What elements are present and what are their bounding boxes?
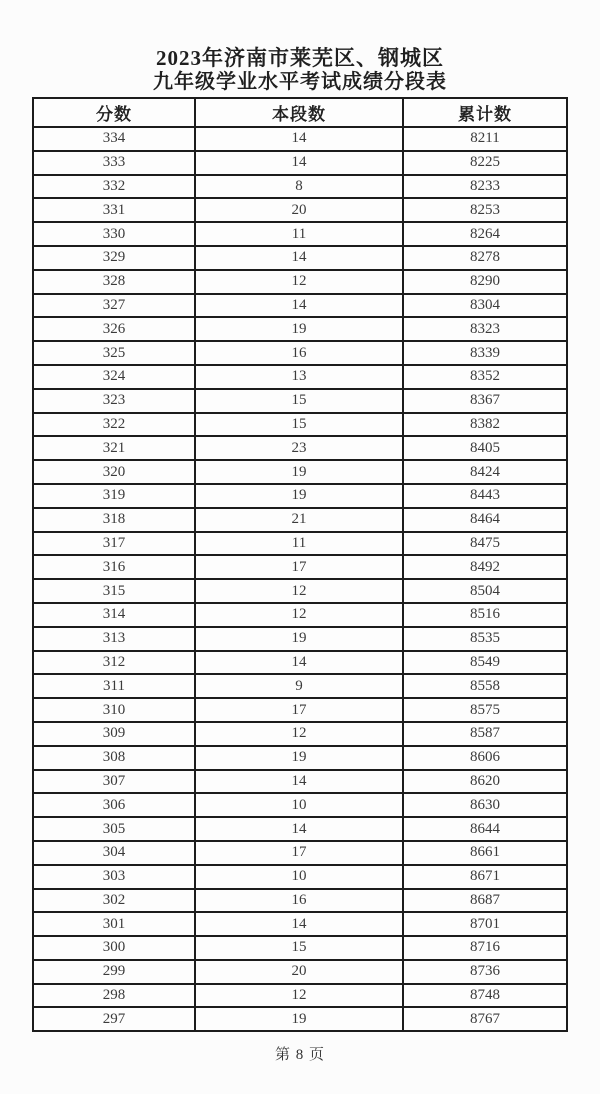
table-row [33, 198, 567, 222]
cell-segment-count: 16 [195, 889, 403, 913]
table-row [33, 746, 567, 770]
table-row [33, 151, 567, 175]
table-row [33, 317, 567, 341]
table-row [33, 294, 567, 318]
cell-segment-count: 13 [195, 365, 403, 389]
cell-score: 331 [33, 198, 195, 222]
table-row [33, 674, 567, 698]
table-row [33, 651, 567, 675]
cell-score: 330 [33, 222, 195, 246]
cell-cumulative-count: 8367 [403, 389, 567, 413]
cell-segment-count: 14 [195, 912, 403, 936]
cell-cumulative-count: 8339 [403, 341, 567, 365]
cell-segment-count: 15 [195, 389, 403, 413]
table-row [33, 603, 567, 627]
cell-score: 322 [33, 413, 195, 437]
cell-cumulative-count: 8424 [403, 460, 567, 484]
table-row [33, 960, 567, 984]
cell-score: 328 [33, 270, 195, 294]
cell-segment-count: 20 [195, 960, 403, 984]
cell-segment-count: 8 [195, 175, 403, 199]
cell-cumulative-count: 8323 [403, 317, 567, 341]
cell-cumulative-count: 8549 [403, 651, 567, 675]
cell-cumulative-count: 8661 [403, 841, 567, 865]
table-row [33, 555, 567, 579]
cell-score: 309 [33, 722, 195, 746]
cell-segment-count: 16 [195, 341, 403, 365]
cell-segment-count: 21 [195, 508, 403, 532]
cell-cumulative-count: 8352 [403, 365, 567, 389]
cell-score: 304 [33, 841, 195, 865]
table-row [33, 841, 567, 865]
cell-cumulative-count: 8644 [403, 817, 567, 841]
header-cumulative-count: 累计数 [403, 98, 567, 127]
cell-segment-count: 12 [195, 984, 403, 1008]
cell-cumulative-count: 8464 [403, 508, 567, 532]
cell-score: 317 [33, 532, 195, 556]
cell-segment-count: 15 [195, 413, 403, 437]
table-row [33, 460, 567, 484]
cell-segment-count: 14 [195, 151, 403, 175]
cell-cumulative-count: 8687 [403, 889, 567, 913]
table-row [33, 341, 567, 365]
cell-segment-count: 20 [195, 198, 403, 222]
cell-score: 306 [33, 793, 195, 817]
cell-segment-count: 19 [195, 484, 403, 508]
table-row [33, 508, 567, 532]
cell-cumulative-count: 8716 [403, 936, 567, 960]
cell-score: 327 [33, 294, 195, 318]
table-row [33, 627, 567, 651]
cell-score: 318 [33, 508, 195, 532]
cell-cumulative-count: 8304 [403, 294, 567, 318]
cell-score: 325 [33, 341, 195, 365]
header-score: 分数 [33, 98, 195, 127]
table-row [33, 270, 567, 294]
cell-score: 310 [33, 698, 195, 722]
cell-segment-count: 9 [195, 674, 403, 698]
cell-segment-count: 14 [195, 651, 403, 675]
cell-cumulative-count: 8504 [403, 579, 567, 603]
cell-segment-count: 14 [195, 817, 403, 841]
cell-score: 307 [33, 770, 195, 794]
cell-cumulative-count: 8630 [403, 793, 567, 817]
table-row [33, 484, 567, 508]
cell-cumulative-count: 8475 [403, 532, 567, 556]
cell-score: 300 [33, 936, 195, 960]
cell-segment-count: 10 [195, 793, 403, 817]
cell-segment-count: 11 [195, 222, 403, 246]
table-row [33, 865, 567, 889]
cell-score: 319 [33, 484, 195, 508]
cell-cumulative-count: 8405 [403, 436, 567, 460]
cell-segment-count: 14 [195, 294, 403, 318]
cell-segment-count: 17 [195, 698, 403, 722]
cell-score: 324 [33, 365, 195, 389]
cell-cumulative-count: 8443 [403, 484, 567, 508]
cell-cumulative-count: 8767 [403, 1007, 567, 1031]
table-row [33, 722, 567, 746]
cell-score: 305 [33, 817, 195, 841]
header-row [33, 98, 567, 127]
cell-segment-count: 17 [195, 555, 403, 579]
table-row [33, 912, 567, 936]
document-title [0, 0, 600, 94]
cell-cumulative-count: 8278 [403, 246, 567, 270]
table-row [33, 698, 567, 722]
table-row [33, 793, 567, 817]
cell-cumulative-count: 8606 [403, 746, 567, 770]
cell-score: 321 [33, 436, 195, 460]
cell-cumulative-count: 8253 [403, 198, 567, 222]
cell-score: 298 [33, 984, 195, 1008]
cell-segment-count: 14 [195, 246, 403, 270]
cell-segment-count: 19 [195, 317, 403, 341]
cell-score: 332 [33, 175, 195, 199]
table-header [33, 98, 567, 127]
cell-cumulative-count: 8575 [403, 698, 567, 722]
table-row [33, 817, 567, 841]
cell-score: 333 [33, 151, 195, 175]
cell-score: 301 [33, 912, 195, 936]
cell-cumulative-count: 8620 [403, 770, 567, 794]
header-segment-count: 本段数 [195, 98, 403, 127]
table-row [33, 222, 567, 246]
table-row [33, 889, 567, 913]
cell-score: 311 [33, 674, 195, 698]
table-row [33, 246, 567, 270]
table-row [33, 936, 567, 960]
score-distribution-table [32, 97, 568, 1032]
cell-score: 329 [33, 246, 195, 270]
cell-cumulative-count: 8382 [403, 413, 567, 437]
cell-score: 315 [33, 579, 195, 603]
cell-cumulative-count: 8233 [403, 175, 567, 199]
cell-cumulative-count: 8736 [403, 960, 567, 984]
cell-cumulative-count: 8225 [403, 151, 567, 175]
table-row [33, 175, 567, 199]
cell-segment-count: 19 [195, 460, 403, 484]
cell-score: 299 [33, 960, 195, 984]
cell-score: 314 [33, 603, 195, 627]
cell-cumulative-count: 8535 [403, 627, 567, 651]
cell-cumulative-count: 8264 [403, 222, 567, 246]
cell-score: 313 [33, 627, 195, 651]
cell-segment-count: 12 [195, 603, 403, 627]
table-row [33, 1007, 567, 1031]
cell-score: 302 [33, 889, 195, 913]
cell-score: 316 [33, 555, 195, 579]
table-row [33, 770, 567, 794]
cell-score: 312 [33, 651, 195, 675]
cell-segment-count: 19 [195, 1007, 403, 1031]
cell-cumulative-count: 8701 [403, 912, 567, 936]
table-row [33, 413, 567, 437]
cell-cumulative-count: 8211 [403, 127, 567, 151]
cell-cumulative-count: 8587 [403, 722, 567, 746]
cell-cumulative-count: 8558 [403, 674, 567, 698]
table-row [33, 984, 567, 1008]
cell-segment-count: 17 [195, 841, 403, 865]
cell-segment-count: 15 [195, 936, 403, 960]
cell-segment-count: 12 [195, 579, 403, 603]
cell-score: 303 [33, 865, 195, 889]
table-row [33, 579, 567, 603]
cell-segment-count: 12 [195, 722, 403, 746]
cell-score: 320 [33, 460, 195, 484]
cell-cumulative-count: 8671 [403, 865, 567, 889]
table-body [33, 127, 567, 1031]
cell-segment-count: 19 [195, 627, 403, 651]
cell-segment-count: 14 [195, 127, 403, 151]
cell-score: 308 [33, 746, 195, 770]
cell-segment-count: 10 [195, 865, 403, 889]
title-line-1: 2023年济南市莱芜区、钢城区 [156, 46, 444, 70]
table-row [33, 532, 567, 556]
table-row [33, 389, 567, 413]
cell-score: 297 [33, 1007, 195, 1031]
cell-segment-count: 11 [195, 532, 403, 556]
cell-cumulative-count: 8290 [403, 270, 567, 294]
table-row [33, 436, 567, 460]
cell-cumulative-count: 8492 [403, 555, 567, 579]
cell-segment-count: 19 [195, 746, 403, 770]
cell-score: 334 [33, 127, 195, 151]
cell-cumulative-count: 8748 [403, 984, 567, 1008]
title-line-2: 九年级学业水平考试成绩分段表 [153, 71, 447, 93]
table-row [33, 127, 567, 151]
cell-cumulative-count: 8516 [403, 603, 567, 627]
cell-score: 323 [33, 389, 195, 413]
cell-segment-count: 23 [195, 436, 403, 460]
cell-score: 326 [33, 317, 195, 341]
page-number: 第 8 页 [274, 1047, 325, 1064]
cell-segment-count: 14 [195, 770, 403, 794]
table-row [33, 365, 567, 389]
cell-segment-count: 12 [195, 270, 403, 294]
